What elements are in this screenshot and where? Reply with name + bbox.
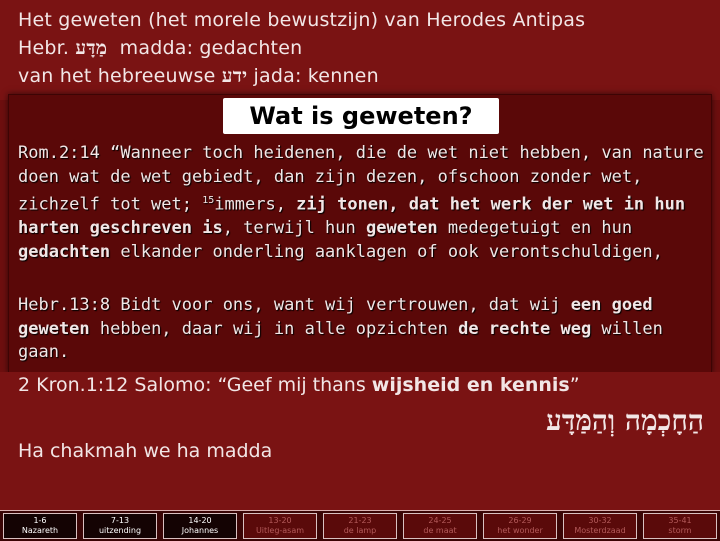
rom-bold-3: gedachten bbox=[18, 241, 111, 262]
hebrews-paragraph bbox=[18, 294, 708, 365]
nav-button-4[interactable] bbox=[243, 513, 317, 539]
kronieken-line bbox=[18, 374, 580, 396]
nav-button-2[interactable] bbox=[83, 513, 157, 539]
header-line-2 bbox=[18, 37, 302, 60]
header-line-3-prefix: van het hebreeuwse bbox=[18, 65, 216, 87]
rom-text-1: Rom.2:14 “Wanneer toch heidenen, die de wet niet hebben, van nature doen wat de wet gebiedt, dan zijn dezen, ofschoon zonder wet, zichzelf tot wet; bbox=[18, 143, 704, 215]
header-line-2-prefix: Hebr. bbox=[18, 37, 70, 59]
transliteration: Ha chakmah we ha madda bbox=[18, 440, 273, 462]
nav-button-label: Mosterdzaad bbox=[574, 526, 626, 535]
nav-button-label: uitzending bbox=[98, 526, 142, 535]
rom-bold-2: geweten bbox=[366, 218, 438, 239]
nav-button-8[interactable] bbox=[563, 513, 637, 539]
nav-button-label: het wonder bbox=[497, 526, 543, 535]
hebr-bold-1: een goed geweten bbox=[18, 295, 653, 339]
verse-number: 15 bbox=[202, 195, 215, 206]
nav-button-range: 21-23 bbox=[348, 516, 372, 525]
page-title: Wat is geweten? bbox=[223, 98, 499, 134]
rom-bold-1: zij tonen, dat het werk der wet in hun harten geschreven is bbox=[18, 194, 686, 239]
romans-paragraph bbox=[18, 142, 708, 264]
nav-button-label: de maat bbox=[423, 526, 457, 535]
hebr-bold-2: de rechte weg bbox=[458, 318, 592, 339]
nav-button-6[interactable] bbox=[403, 513, 477, 539]
nav-button-1[interactable] bbox=[3, 513, 77, 539]
hebrew-jada: ידע bbox=[221, 65, 248, 87]
nav-button-range: 26-29 bbox=[508, 516, 532, 525]
header-line-2-suffix: madda: gedachten bbox=[119, 37, 303, 59]
nav-button-label: de lamp bbox=[343, 526, 377, 535]
nav-button-label: Johannes bbox=[181, 526, 219, 535]
rom-text-2: immers, bbox=[214, 194, 297, 215]
nav-button-range: 30-32 bbox=[588, 516, 612, 525]
hebr-text-2: hebben, daar wij in alle opzichten bbox=[89, 318, 459, 339]
rom-text-5: elkander onderling aanklagen of ook verontschuldigen, bbox=[110, 241, 663, 262]
nav-button-range: 24-25 bbox=[428, 516, 452, 525]
nav-button-range: 13-20 bbox=[268, 516, 292, 525]
hebrew-madda: מַדָּע bbox=[75, 37, 108, 59]
nav-button-label: storm bbox=[668, 526, 692, 535]
nav-button-label: Nazareth bbox=[21, 526, 59, 535]
nav-button-range: 1-6 bbox=[33, 516, 47, 525]
nav-button-range: 14-20 bbox=[188, 516, 212, 525]
hebrew-phrase: הַחָכְמָה וְהַמַּדָּע bbox=[546, 404, 704, 437]
nav-button-label: Uitleg-asam bbox=[255, 526, 305, 535]
nav-button-9[interactable] bbox=[643, 513, 717, 539]
kron-prefix: 2 Kron.1:12 Salomo: “Geef mij thans bbox=[18, 374, 372, 396]
nav-button-range: 35-41 bbox=[668, 516, 692, 525]
kron-suffix: ” bbox=[569, 374, 580, 396]
header-line-1: Het geweten (het morele bewustzijn) van Herodes Antipas bbox=[18, 9, 586, 31]
nav-button-5[interactable] bbox=[323, 513, 397, 539]
rom-text-4: medegetuigt en hun bbox=[437, 218, 633, 239]
rom-text-3: , terwijl hun bbox=[222, 218, 366, 239]
header-line-3 bbox=[18, 65, 379, 88]
nav-button-range: 7-13 bbox=[110, 516, 130, 525]
header-line-3-suffix: jada: kennen bbox=[253, 65, 379, 87]
nav-button-3[interactable] bbox=[163, 513, 237, 539]
nav-button-7[interactable] bbox=[483, 513, 557, 539]
hebr-text-3: willen gaan. bbox=[18, 318, 663, 362]
kron-bold: wijsheid en kennis bbox=[371, 374, 570, 396]
hebr-text-1: Hebr.13:8 Bidt voor ons, want wij vertrouwen, dat wij bbox=[18, 295, 571, 315]
